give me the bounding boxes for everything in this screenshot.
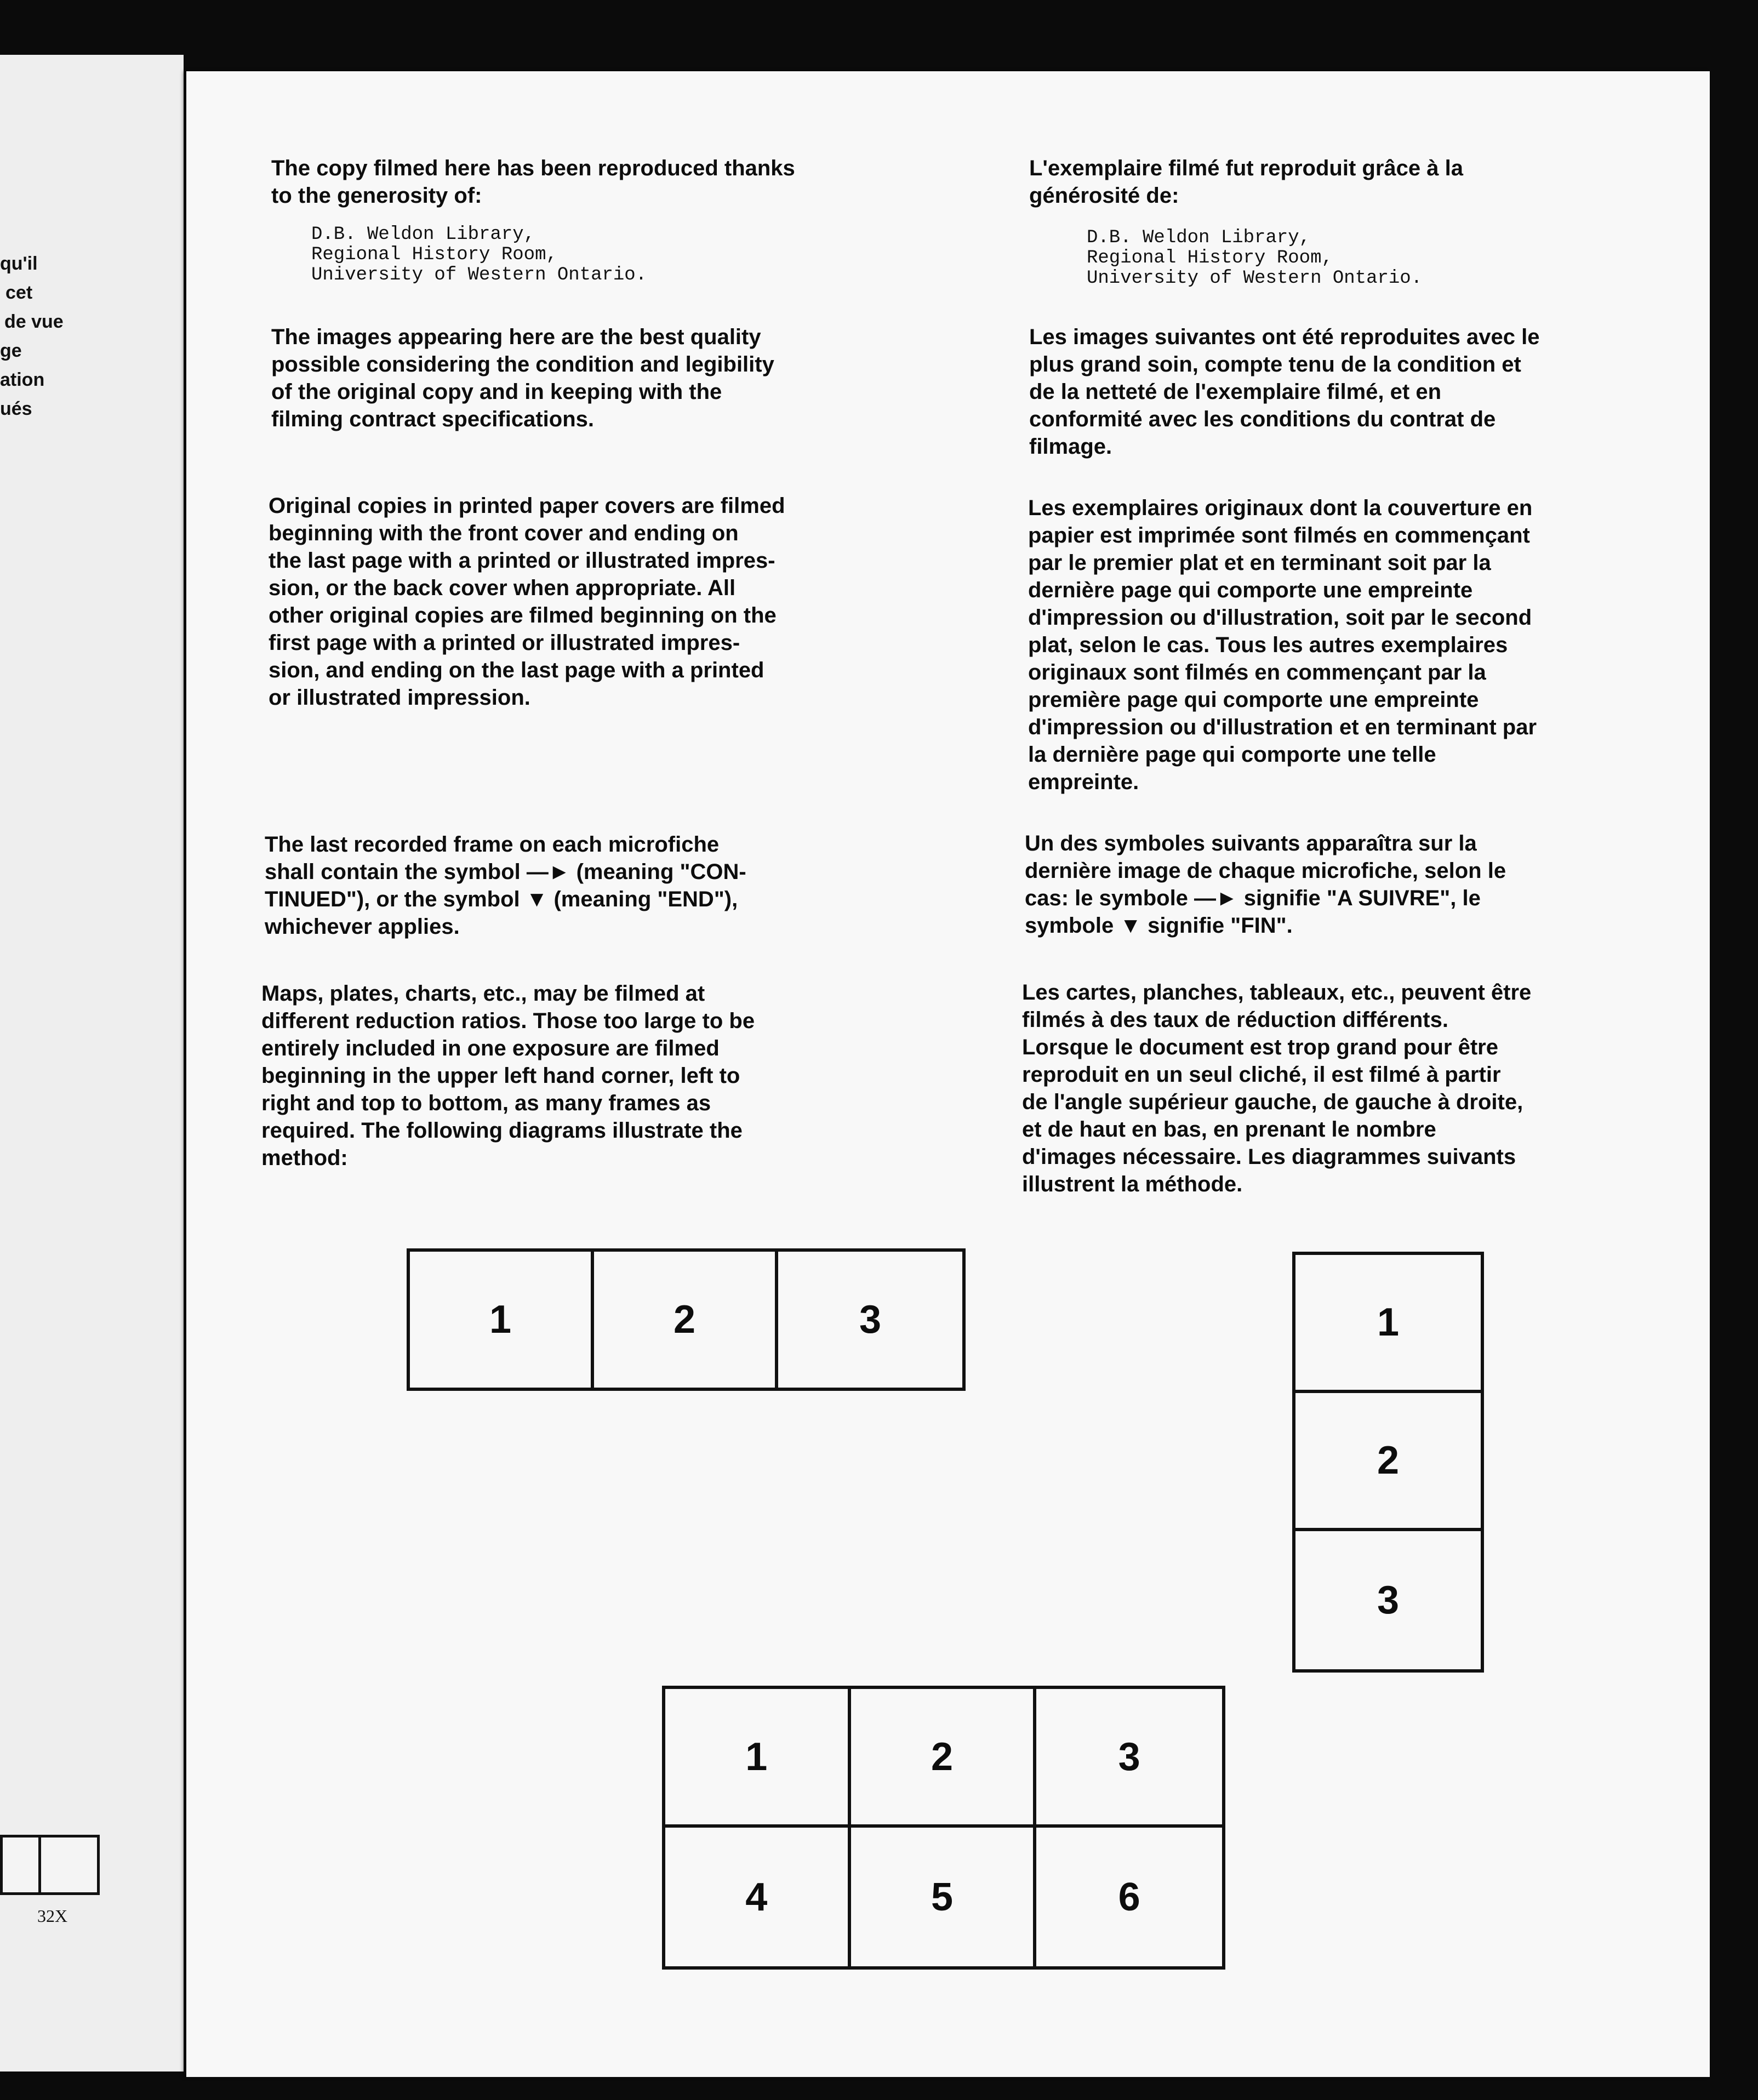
- continued-arrow-icon: —►: [1194, 886, 1238, 910]
- diagram-cell: 3: [1377, 1578, 1400, 1622]
- reduction-ratio-label: 32X: [37, 1906, 68, 1926]
- english-maps-paragraph: Maps, plates, charts, etc., may be filmed at different reduction ratios. Those too large to be entirely included in one exposure are filmed beginning in the upper left hand corner, left to right and top to bottom, as many frames as required. The following diagrams illustrate the method:: [261, 981, 755, 1170]
- diagram-cell: 5: [851, 1828, 1037, 1966]
- french-image-quality-paragraph: Les images suivantes ont été reproduites avec le plus grand soin, compte tenu de la condition et de la netteté de l'exemplaire filmé, et en conformité avec les conditions du contrat de filmage.: [1029, 325, 1540, 459]
- english-image-quality-paragraph: The images appearing here are the best quality possible considering the condition and legibility of the original copy and in keeping with the filming contract specifications.: [271, 325, 774, 431]
- diagram-cell: 4: [665, 1828, 851, 1966]
- left-text-fragment: cet: [5, 282, 33, 303]
- left-text-fragment: qu'il: [0, 253, 38, 274]
- end-triangle-icon: ▼: [1120, 914, 1141, 938]
- english-original-copies-paragraph: Original copies in printed paper covers are filmed beginning with the front cover and ending on the last page with a printed or illustrated impres- sion, or the back cover when appropriate. All other original copies are filmed beginning on the first page with a printed or illustrated impres- sion, and ending on the last page with a printed or illustrated impression.: [269, 494, 785, 710]
- left-diagram-cell: [38, 1835, 100, 1895]
- french-symbols-text: Un des symboles suivants apparaîtra sur la dernière image de chaque microfiche, selon le cas: le symbole: [1025, 831, 1506, 910]
- french-symbols-text: signifie "A SUIVRE", le symbole: [1025, 886, 1481, 938]
- left-diagram-cell: [0, 1835, 41, 1895]
- french-symbols-text: signifie "FIN".: [1141, 914, 1293, 938]
- diagram-grid: [662, 1686, 1225, 1970]
- diagram-cell: 1: [665, 1689, 851, 1828]
- french-thanks-heading: L'exemplaire filmé fut reproduit grâce à la générosité de:: [1029, 156, 1463, 208]
- french-maps-paragraph: Les cartes, planches, tableaux, etc., peuvent être filmés à des taux de réduction différents. Lorsque le document est trop grand pour être reproduit en un seul cliché, il est filmé à partir de l'angle supérieur gauche, de gauche à droite, et de haut en bas, en prenant le nombre d'images nécessaire. Les diagrammes suivants illustrent la méthode.: [1022, 980, 1532, 1196]
- english-symbols-text: (meaning "CON- TINUED"), or the symbol: [265, 860, 746, 911]
- left-text-fragment: ués: [0, 398, 32, 419]
- diagram-cell: 6: [1118, 1875, 1140, 1919]
- left-text-fragment: ation: [0, 369, 45, 390]
- left-page-fragment: [0, 55, 184, 2072]
- french-library-address: D.B. Weldon Library, Regional History Room, University of Western Ontario.: [1087, 227, 1423, 289]
- end-triangle-icon: ▼: [526, 887, 548, 911]
- english-symbols-text: The last recorded frame on each microfiche shall contain the symbol: [265, 832, 720, 884]
- diagram-cell: 3: [1036, 1689, 1222, 1828]
- left-text-fragment: de vue: [4, 311, 64, 332]
- diagram-horizontal: [407, 1248, 966, 1391]
- diagram-cell: 1: [410, 1252, 594, 1388]
- english-thanks-heading: The copy filmed here has been reproduced thanks to the generosity of:: [271, 156, 795, 208]
- diagram-cell: 2: [594, 1252, 778, 1388]
- french-symbols-paragraph: [1025, 830, 1506, 939]
- english-symbols-paragraph: [265, 831, 746, 940]
- continued-arrow-icon: —►: [526, 860, 570, 884]
- english-symbols-text: (meaning "END"), whichever applies.: [265, 887, 738, 939]
- english-library-address: D.B. Weldon Library, Regional History Room, University of Western Ontario.: [311, 224, 647, 286]
- diagram-cell: 3: [859, 1298, 882, 1342]
- french-original-copies-paragraph: Les exemplaires originaux dont la couverture en papier est imprimée sont filmés en commençant par le premier plat et en terminant soit par la dernière page qui comporte une empreinte d'impression ou d'illustration, soit par le second plat, selon le cas. Tous les autres exemplaires originaux sont filmés en commençant par la première page qui comporte une empreinte d'impression ou d'illustration et en terminant par la dernière page qui comporte une telle empreinte.: [1028, 496, 1537, 794]
- diagram-cell: 2: [1295, 1393, 1481, 1531]
- diagram-cell: 1: [1295, 1255, 1481, 1393]
- diagram-cell: 2: [851, 1689, 1037, 1828]
- left-text-fragment: ge: [0, 340, 22, 361]
- diagram-vertical: [1292, 1252, 1484, 1673]
